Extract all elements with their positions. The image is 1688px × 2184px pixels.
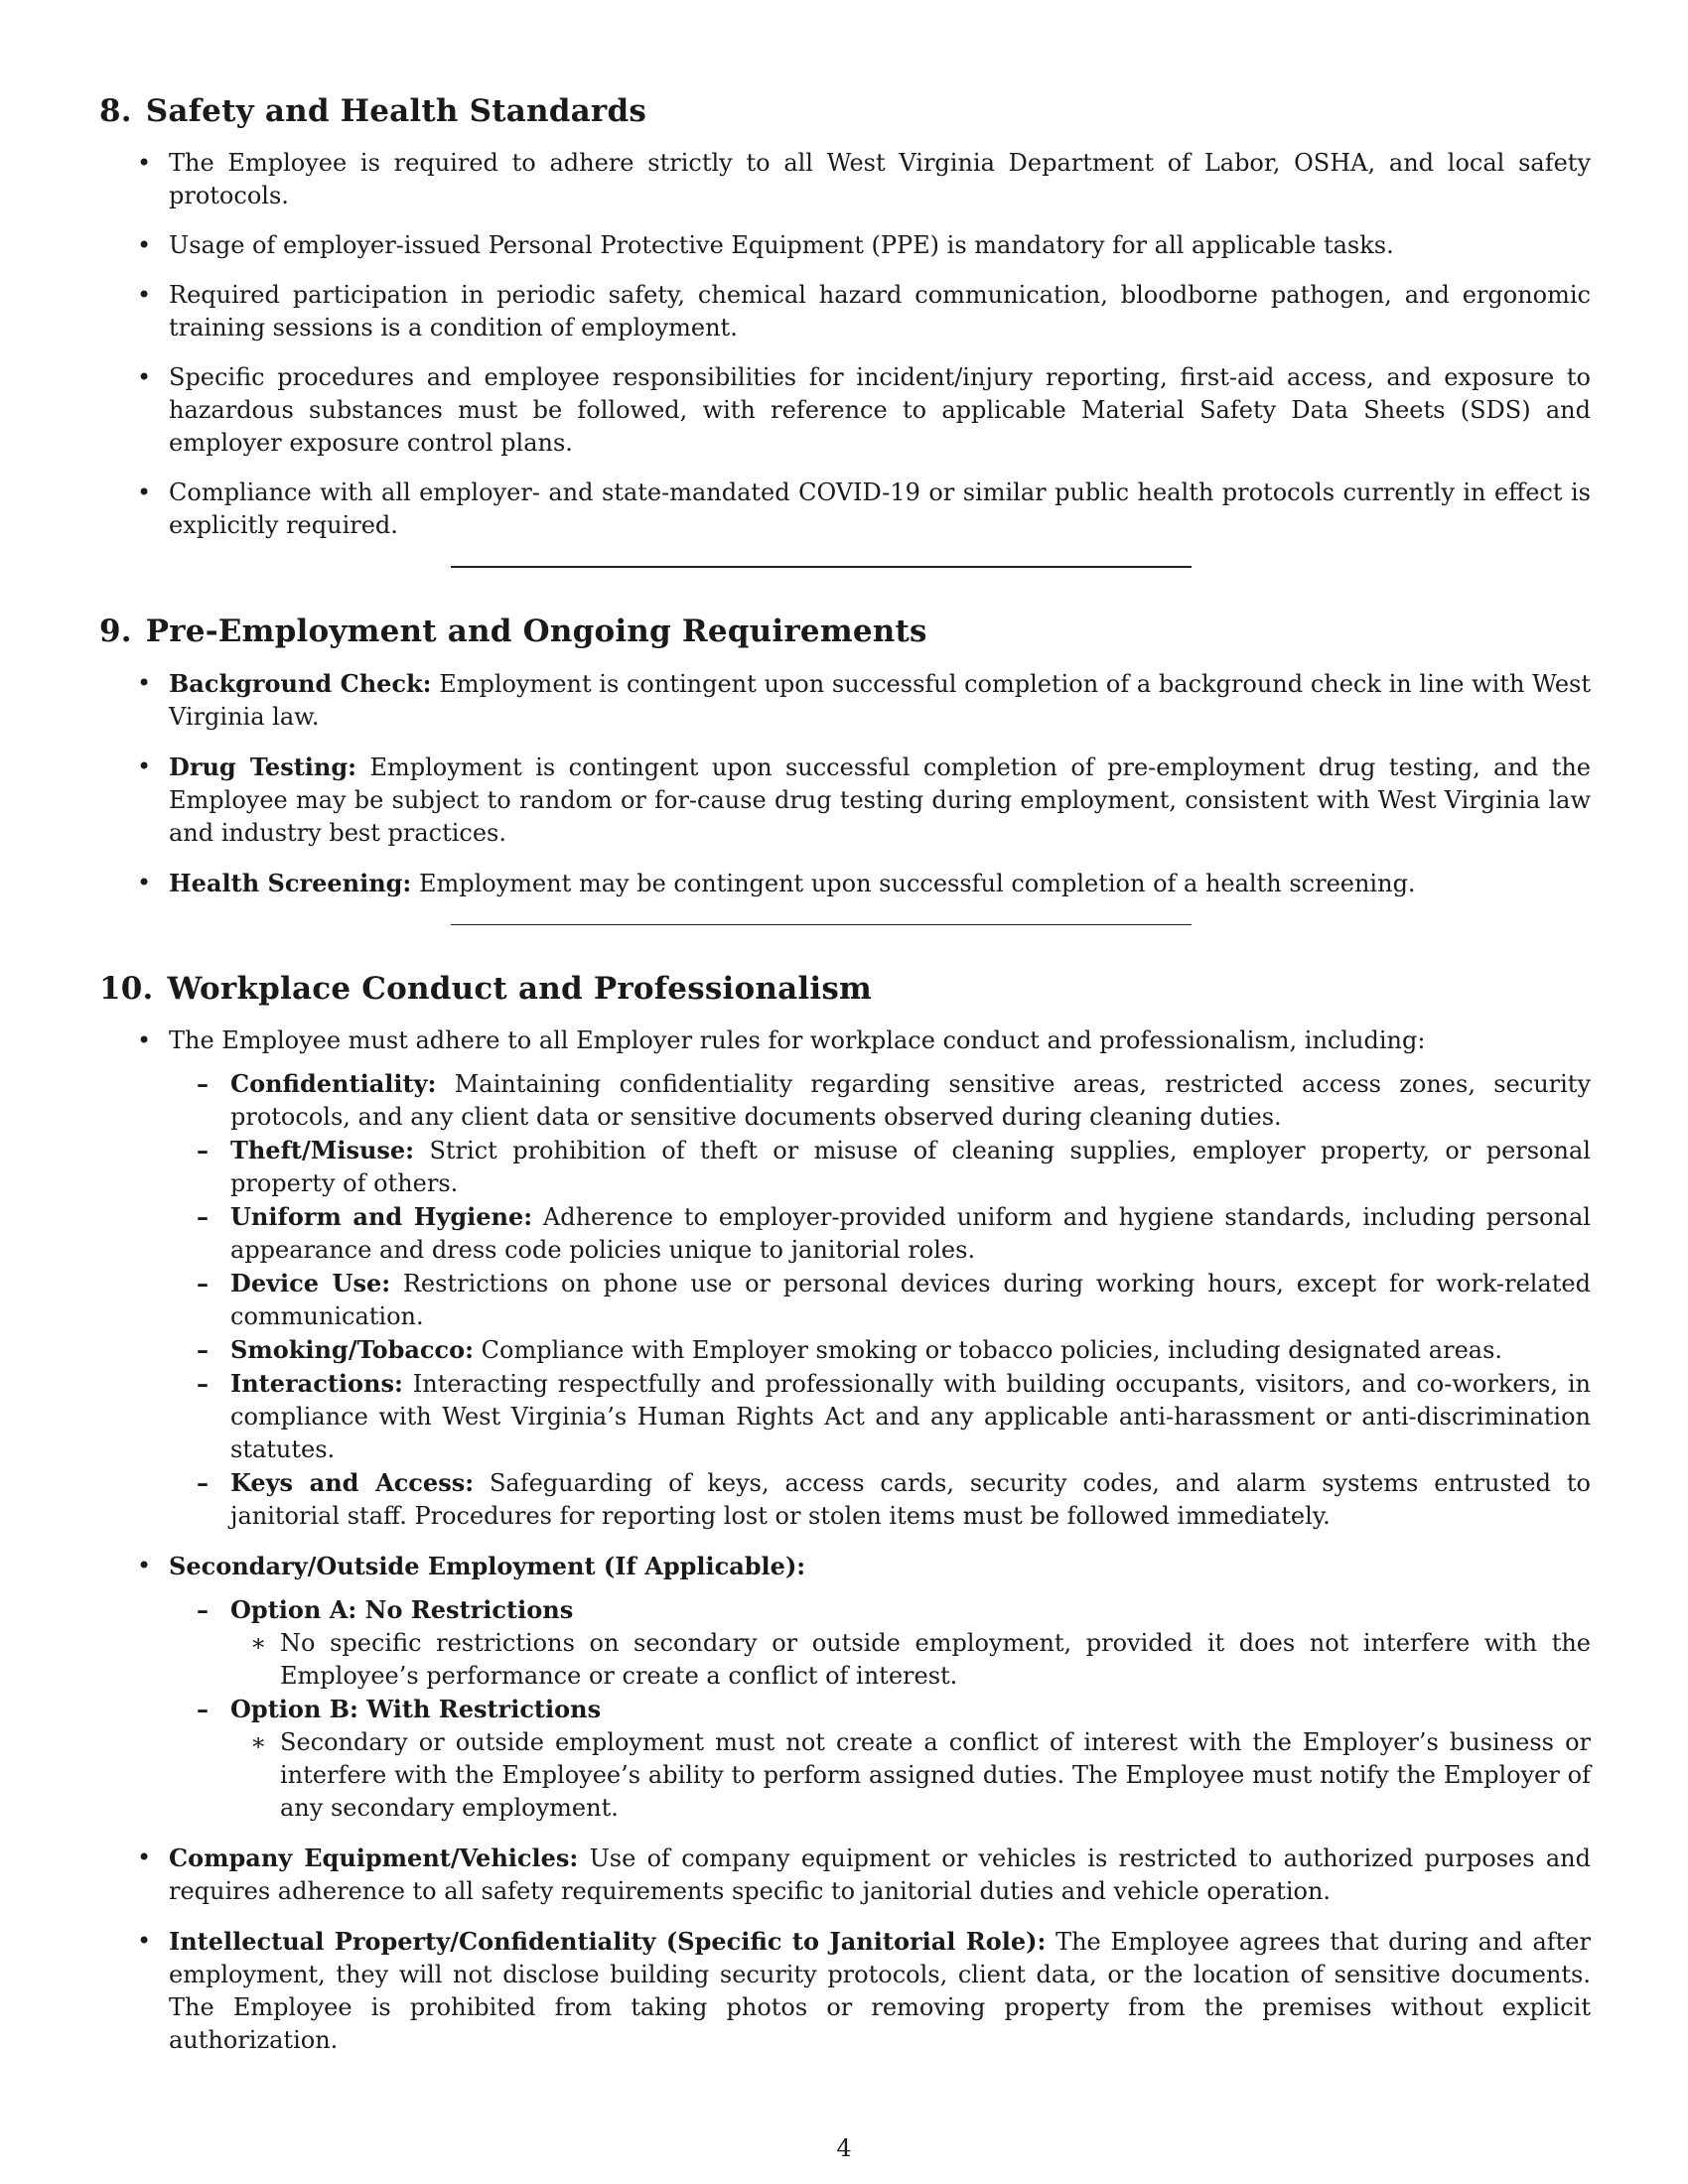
item-text: Employment is contingent upon successful completion of pre-employment drug testing, and the Employee may be subject to random or for-cause drug testing during employment, consistent with West Virginia law and industry best practices. bbox=[169, 753, 1592, 847]
list-item bbox=[99, 667, 1591, 734]
rule-text: Interacting respectfully and professionally with building occupants, visitors, and co-workers, in compliance with West Virginia’s Human Rights Act and any applicable anti-harassment or anti-discrimination statutes. bbox=[230, 1370, 1591, 1463]
item-label: Background Check: bbox=[169, 669, 432, 698]
item-label: Secondary/Outside Employment (If Applicable): bbox=[169, 1552, 806, 1580]
list-item bbox=[99, 751, 1591, 850]
item-text: Employment is contingent upon successful completion of a background check in line with West Virginia law. bbox=[169, 670, 1592, 731]
option-item bbox=[169, 1693, 1591, 1825]
rule-text: Maintaining confidentiality regarding sensitive areas, restricted access zones, security protocols, and any client data or sensitive documents observed during cleaning duties. bbox=[230, 1070, 1592, 1131]
section-safety-health bbox=[99, 91, 1591, 568]
option-detail: ∗ No specific restrictions on secondary or outside employment, provided it does not interfere with the Employee’s performance or create a conflict of interest. bbox=[230, 1627, 1591, 1693]
rule-item bbox=[169, 1333, 1591, 1367]
list-item: • Required participation in periodic safety, chemical hazard communication, bloodborne pathogen, and ergonomic training sessions is a condition of employment. bbox=[99, 279, 1591, 344]
section-number: 10. bbox=[99, 971, 154, 1007]
rule-text: Safeguarding of keys, access cards, security codes, and alarm systems entrusted to janitorial staff. Procedures for reporting lost or stolen items must be followed immediately. bbox=[230, 1469, 1591, 1530]
rule-label: Smoking/Tobacco: bbox=[230, 1335, 475, 1364]
section-title: Safety and Health Standards bbox=[145, 93, 646, 129]
option-detail-list bbox=[230, 1726, 1591, 1825]
rule-item bbox=[169, 1200, 1591, 1267]
section-number: 8. bbox=[99, 93, 132, 129]
section-title: Workplace Conduct and Professionalism bbox=[167, 971, 873, 1007]
bullet-list bbox=[99, 667, 1591, 900]
rule-label: Theft/Misuse: bbox=[230, 1136, 415, 1164]
section-number: 9. bbox=[99, 614, 132, 649]
option-label: Option A: No Restrictions bbox=[230, 1595, 574, 1624]
rule-text: Strict prohibition of theft or misuse of cleaning supplies, employer property, or personal property of others. bbox=[230, 1137, 1591, 1197]
section-workplace-conduct bbox=[99, 969, 1591, 2057]
rule-item bbox=[169, 1267, 1591, 1333]
rule-label: Device Use: bbox=[230, 1269, 391, 1297]
list-item bbox=[99, 1925, 1591, 2057]
rule-text: Adherence to employer-provided uniform and hygiene standards, including personal appearance and dress code policies unique to janitorial roles. bbox=[230, 1203, 1591, 1264]
item-text: The Employee agrees that during and after employment, they will not disclose building security protocols, client data, or the location of sensitive documents. The Employee is prohibited from taking photos or removing property from the premises without explicit authorization. bbox=[169, 1928, 1591, 2054]
rule-item bbox=[169, 1367, 1591, 1466]
rule-label: Keys and Access: bbox=[230, 1468, 475, 1497]
item-label: Company Equipment/Vehicles: bbox=[169, 1843, 579, 1872]
list-item: • Compliance with all employer- and state-mandated COVID-19 or similar public health protocols currently in effect is explicitly required. bbox=[99, 477, 1591, 542]
rule-label: Interactions: bbox=[230, 1369, 403, 1398]
section-divider bbox=[451, 924, 1192, 925]
option-detail: ∗ Secondary or outside employment must not create a conflict of interest with the Employer’s business or interfere with the Employee’s ability to perform assigned duties. The Employee must notify the Employer of any secondary employment. bbox=[230, 1726, 1591, 1825]
item-text: The Employee must adhere to all Employer rules for workplace conduct and professionalism, including: bbox=[169, 1026, 1426, 1054]
rule-label: Confidentiality: bbox=[230, 1069, 437, 1098]
section-divider bbox=[451, 566, 1192, 568]
rule-item bbox=[169, 1134, 1591, 1200]
list-item bbox=[99, 867, 1591, 900]
rule-item bbox=[169, 1067, 1591, 1134]
rule-label: Uniform and Hygiene: bbox=[230, 1202, 533, 1231]
rule-item bbox=[169, 1466, 1591, 1533]
list-item bbox=[99, 1550, 1591, 1825]
page-number: 4 bbox=[836, 2134, 852, 2162]
list-item bbox=[99, 1842, 1591, 1908]
item-text: Employment may be contingent upon successful completion of a health screening. bbox=[418, 870, 1416, 897]
item-label: Drug Testing: bbox=[169, 752, 357, 781]
list-item: • The Employee is required to adhere strictly to all West Virginia Department of Labor, OSHA, and local safety protocols. bbox=[99, 147, 1591, 212]
bullet-list bbox=[99, 147, 1591, 542]
item-label: Intellectual Property/Confidentiality (Specific to Janitorial Role): bbox=[169, 1927, 1047, 1956]
section-heading bbox=[99, 969, 1591, 1009]
options-list bbox=[169, 1593, 1591, 1825]
section-heading bbox=[99, 612, 1591, 651]
option-label: Option B: With Restrictions bbox=[230, 1695, 602, 1723]
section-pre-employment bbox=[99, 612, 1591, 925]
section-title: Pre-Employment and Ongoing Requirements bbox=[145, 614, 927, 649]
page-content bbox=[99, 91, 1591, 2074]
rule-text: Restrictions on phone use or personal devices during working hours, except for work-related communication. bbox=[230, 1270, 1591, 1330]
bullet-list bbox=[99, 1024, 1591, 2057]
option-detail-list bbox=[230, 1627, 1591, 1693]
section-heading bbox=[99, 91, 1591, 131]
conduct-rules-list bbox=[169, 1067, 1591, 1533]
list-item: • Usage of employer-issued Personal Protective Equipment (PPE) is mandatory for all applicable tasks. bbox=[99, 229, 1591, 262]
list-item bbox=[99, 1024, 1591, 1533]
item-text: Use of company equipment or vehicles is restricted to authorized purposes and requires adherence to all safety requirements specific to janitorial duties and vehicle operation. bbox=[169, 1844, 1591, 1905]
list-item: • Specific procedures and employee responsibilities for incident/injury reporting, first-aid access, and exposure to hazardous substances must be followed, with reference to applicable Material Safety Data Sheets (SDS) and employer exposure control plans. bbox=[99, 361, 1591, 460]
item-label: Health Screening: bbox=[169, 869, 412, 897]
option-item bbox=[169, 1593, 1591, 1693]
rule-text: Compliance with Employer smoking or tobacco policies, including designated areas. bbox=[481, 1336, 1503, 1364]
